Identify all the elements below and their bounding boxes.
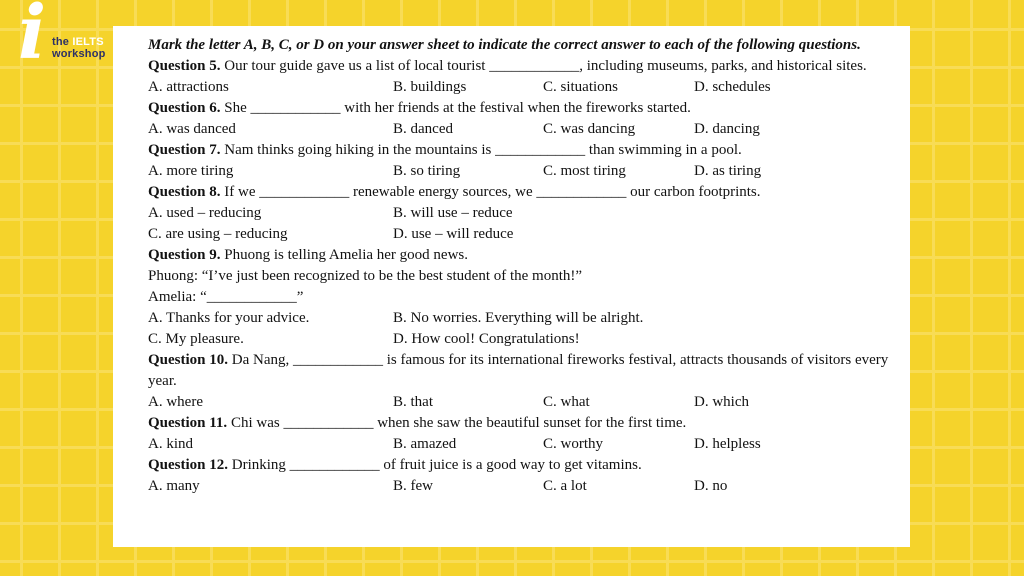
option-item: D. How cool! Congratulations!	[393, 331, 580, 347]
option-item: C. are using – reducing	[148, 226, 288, 242]
question-line	[148, 182, 890, 203]
question-text: Phuong is telling Amelia her good news.	[220, 247, 468, 263]
option-item: D. which	[694, 394, 749, 410]
option-item: B. that	[393, 394, 433, 410]
question-block	[148, 56, 890, 98]
question-block	[148, 413, 890, 455]
question-block	[148, 182, 890, 245]
option-item: D. schedules	[694, 79, 771, 95]
option-item: D. use – will reduce	[393, 226, 514, 242]
question-line	[148, 56, 890, 77]
instruction-text: Mark the letter A, B, C, or D on your answer sheet to indicate the correct answer to each of the following questions.	[148, 37, 861, 53]
option-item: B. will use – reduce	[393, 205, 513, 221]
logo-i-glyph: i	[18, 0, 47, 76]
question-label: Question 7.	[148, 142, 221, 158]
question-label: Question 8.	[148, 184, 221, 200]
dialogue-line: Phuong: “I’ve just been recognized to be the best student of the month!”	[148, 268, 583, 284]
options-row	[148, 119, 890, 140]
option-item: C. My pleasure.	[148, 331, 244, 347]
logo-word-workshop: workshop	[52, 48, 106, 60]
options-row	[148, 161, 890, 182]
question-line	[148, 455, 890, 476]
question-text: Chi was ____________ when she saw the beautiful sunset for the first time.	[227, 415, 687, 431]
question-label: Question 10.	[148, 352, 229, 368]
question-label: Question 12.	[148, 457, 229, 473]
option-item: A. kind	[148, 436, 193, 452]
options-row	[148, 77, 890, 98]
question-text: Our tour guide gave us a list of local tourist ____________, including museums, parks, and historical sites.	[220, 58, 867, 74]
question-line	[148, 140, 890, 161]
options-row	[148, 476, 890, 497]
question-block	[148, 455, 890, 497]
question-text: Drinking ____________ of fruit juice is a good way to get vitamins.	[228, 457, 642, 473]
options-row	[148, 434, 890, 455]
option-item: D. helpless	[694, 436, 761, 452]
option-item: B. buildings	[393, 79, 467, 95]
question-line	[148, 245, 890, 266]
question-label: Question 11.	[148, 415, 228, 431]
option-item: A. more tiring	[148, 163, 234, 179]
question-block	[148, 140, 890, 182]
questions-list	[148, 56, 890, 497]
logo-word-ielts: IELTS	[72, 36, 104, 48]
options-row	[148, 224, 890, 245]
question-text: She ____________ with her friends at the festival when the fireworks started.	[220, 100, 691, 116]
option-item: C. most tiring	[543, 163, 626, 179]
question-line	[148, 98, 890, 119]
dialogue-line: Amelia: “____________”	[148, 289, 304, 305]
option-item: B. danced	[393, 121, 453, 137]
option-item: D. no	[694, 478, 728, 494]
option-item: A. used – reducing	[148, 205, 262, 221]
option-item: D. dancing	[694, 121, 760, 137]
question-block	[148, 245, 890, 350]
options-row	[148, 203, 890, 224]
option-item: B. so tiring	[393, 163, 461, 179]
question-text: Da Nang, ____________ is famous for its international fireworks festival, attracts thousands of visitors every year.	[148, 352, 889, 389]
question-line	[148, 350, 890, 392]
option-item: A. where	[148, 394, 203, 410]
options-row	[148, 308, 890, 329]
options-row	[148, 392, 890, 413]
question-text: If we ____________ renewable energy sources, we ____________ our carbon footprints.	[220, 184, 761, 200]
option-item: C. worthy	[543, 436, 603, 452]
question-label: Question 5.	[148, 58, 221, 74]
options-row	[148, 329, 890, 350]
option-item: A. Thanks for your advice.	[148, 310, 310, 326]
option-item: A. was danced	[148, 121, 236, 137]
ielts-workshop-logo	[16, 0, 126, 80]
worksheet-paper	[113, 26, 910, 547]
option-item: B. amazed	[393, 436, 457, 452]
option-item: C. was dancing	[543, 121, 636, 137]
option-item: A. attractions	[148, 79, 229, 95]
logo-word-the: the	[52, 36, 70, 48]
option-item: C. situations	[543, 79, 619, 95]
question-label: Question 6.	[148, 100, 221, 116]
option-item: A. many	[148, 478, 200, 494]
option-item: C. what	[543, 394, 590, 410]
option-item: B. few	[393, 478, 433, 494]
question-block	[148, 98, 890, 140]
option-item: C. a lot	[543, 478, 587, 494]
option-item: B. No worries. Everything will be alright.	[393, 310, 644, 326]
question-line	[148, 413, 890, 434]
question-block	[148, 350, 890, 413]
logo-text	[52, 36, 106, 60]
question-label: Question 9.	[148, 247, 221, 263]
option-item: D. as tiring	[694, 163, 762, 179]
question-text: Nam thinks going hiking in the mountains is ____________ than swimming in a pool.	[220, 142, 742, 158]
